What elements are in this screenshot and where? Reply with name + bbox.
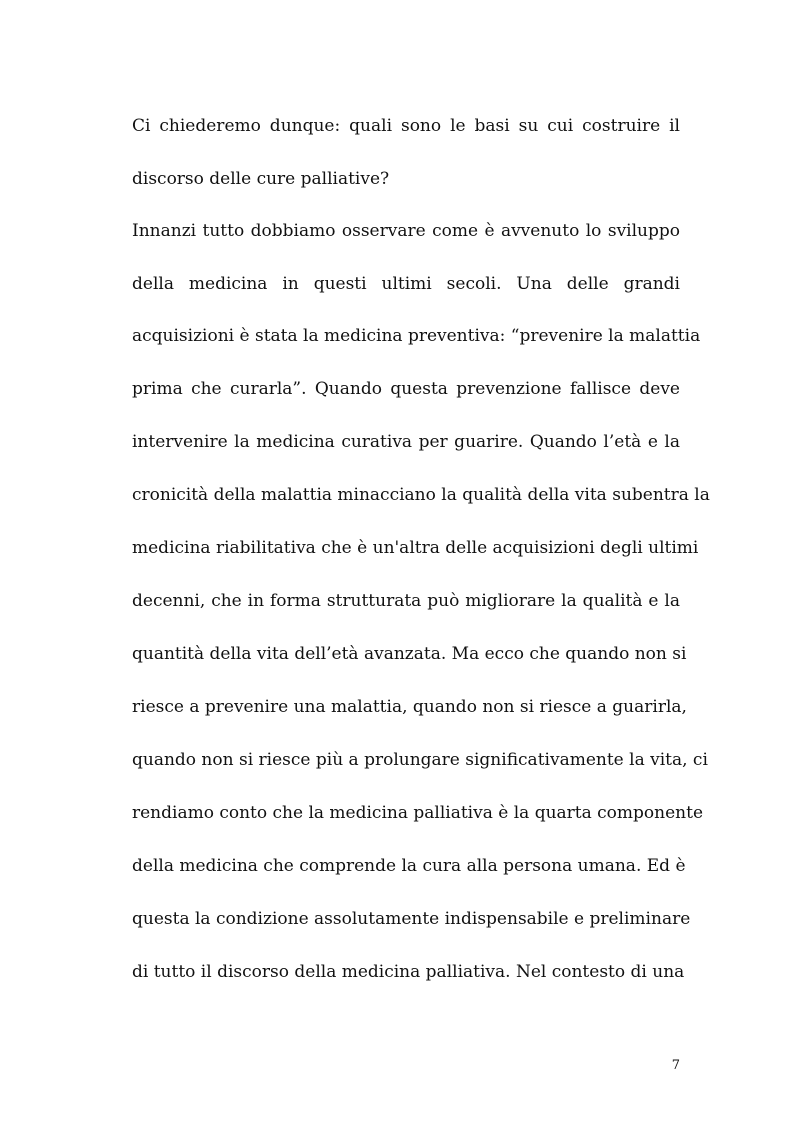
text-line: cronicità della malattia minacciano la qualità della vita subentra la [132, 485, 710, 505]
text-line: prima che curarla”. Quando questa prevenzione fallisce deve [132, 379, 680, 399]
page-number: 7 [671, 1058, 680, 1073]
text-line: acquisizioni è stata la medicina preventiva: “prevenire la malattia [132, 326, 701, 346]
text-line: della medicina in questi ultimi secoli. Una delle grandi [132, 274, 680, 294]
text-line: di tutto il discorso della medicina palliativa. Nel contesto di una [132, 962, 685, 982]
text-line: medicina riabilitativa che è un'altra delle acquisizioni degli ultimi [132, 538, 699, 558]
text-line: quando non si riesce più a prolungare significativamente la vita, ci [132, 750, 708, 770]
text-line: della medicina che comprende la cura alla persona umana. Ed è [132, 856, 686, 876]
text-line: questa la condizione assolutamente indispensabile e preliminare [132, 909, 691, 929]
text-line: intervenire la medicina curativa per guarire. Quando l’età e la [132, 432, 680, 452]
text-line: decenni, che in forma strutturata può migliorare la qualità e la [132, 591, 680, 611]
text-line: quantità della vita dell’età avanzata. Ma ecco che quando non si [132, 644, 687, 664]
text-line: discorso delle cure palliative? [132, 169, 390, 189]
text-line: Innanzi tutto dobbiamo osservare come è avvenuto lo sviluppo [132, 221, 680, 241]
text-line: rendiamo conto che la medicina palliativa è la quarta componente [132, 803, 704, 823]
text-line: Ci chiederemo dunque: quali sono le basi su cui costruire il [132, 116, 680, 136]
text-line: riesce a prevenire una malattia, quando non si riesce a guarirla, [132, 697, 687, 717]
